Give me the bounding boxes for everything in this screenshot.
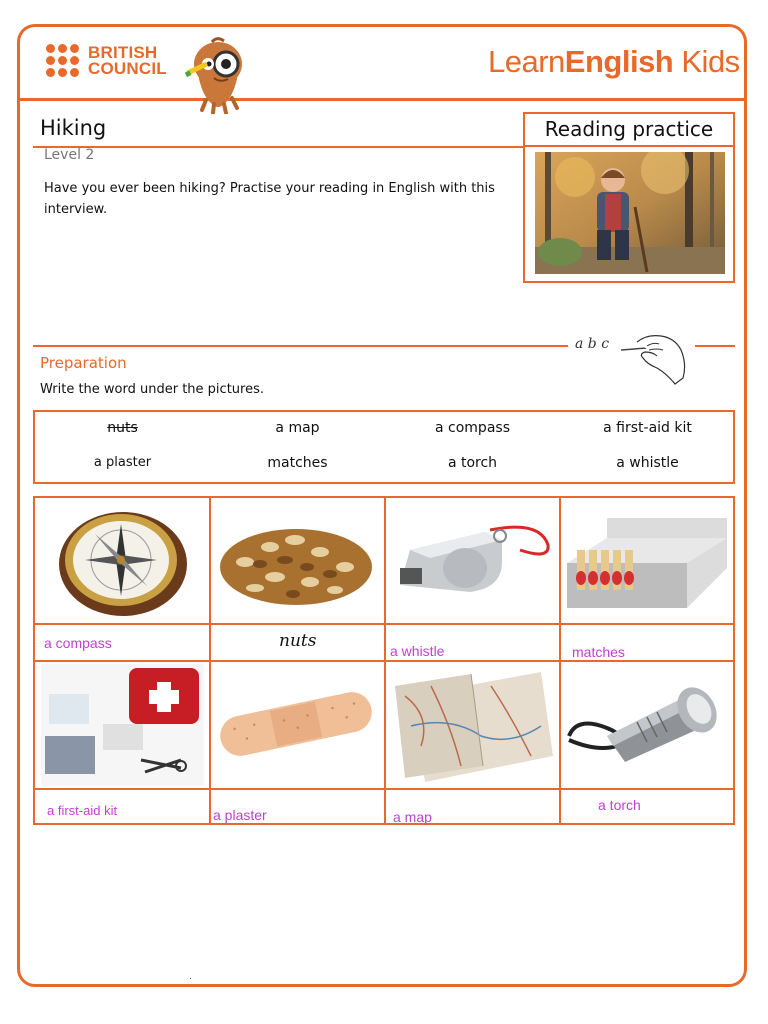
picture-answer: a whistle <box>390 643 445 659</box>
mascot-icon <box>184 34 254 114</box>
learnenglish-kids-logo: LearnEnglish Kids <box>488 44 740 79</box>
section-label-box <box>523 112 735 147</box>
picture-grid <box>33 496 735 825</box>
writing-hand-icon <box>575 328 690 388</box>
preparation-heading: Preparation <box>40 354 127 372</box>
abc-mark: a b c <box>575 336 610 352</box>
british-council-wordmark: BRITISH COUNCIL <box>88 43 167 78</box>
plaster-image <box>215 684 377 764</box>
picture-answer: a torch <box>598 797 641 813</box>
section-divider-left <box>33 345 568 347</box>
word-bank-item: nuts <box>107 420 138 436</box>
instruction-text: Write the word under the pictures. <box>40 382 264 397</box>
word-bank-item: matches <box>267 455 328 471</box>
whistle-image <box>390 510 555 610</box>
british-council-dots-icon <box>46 44 82 78</box>
word-bank-item: a compass <box>435 420 510 436</box>
title-divider <box>33 146 523 148</box>
level-label: Level 2 <box>44 147 95 163</box>
section-divider-right <box>695 345 735 347</box>
matches-image <box>567 508 729 614</box>
nuts-image <box>215 512 377 612</box>
word-bank-item: a torch <box>447 455 498 471</box>
boy-hiking-photo <box>535 152 725 274</box>
word-bank-item: a plaster <box>93 455 152 470</box>
header-divider <box>17 98 747 101</box>
photo-frame <box>523 146 735 283</box>
picture-answer: nuts <box>279 631 317 651</box>
word-bank-item: a whistle <box>616 455 679 471</box>
torch-image <box>567 676 729 772</box>
section-label: Reading practice <box>544 117 714 141</box>
word-bank-item: a first-aid kit <box>603 420 692 436</box>
word-bank <box>33 410 735 484</box>
first-aid-kit-image <box>41 664 204 786</box>
compass-image <box>53 502 193 620</box>
picture-answer: a first-aid kit <box>47 803 118 818</box>
page-title: Hiking <box>40 116 107 140</box>
map-image <box>391 666 553 784</box>
british-council-logo <box>46 44 176 78</box>
footer-mark: . <box>189 972 192 982</box>
picture-answer: a map <box>393 809 432 825</box>
intro-text: Have you ever been hiking? Practise your reading in English with this interview. <box>44 181 495 217</box>
picture-answer: matches <box>572 644 625 660</box>
word-bank-item: a map <box>275 420 320 436</box>
picture-answer: a compass <box>44 635 112 651</box>
picture-answer: a plaster <box>213 807 267 823</box>
